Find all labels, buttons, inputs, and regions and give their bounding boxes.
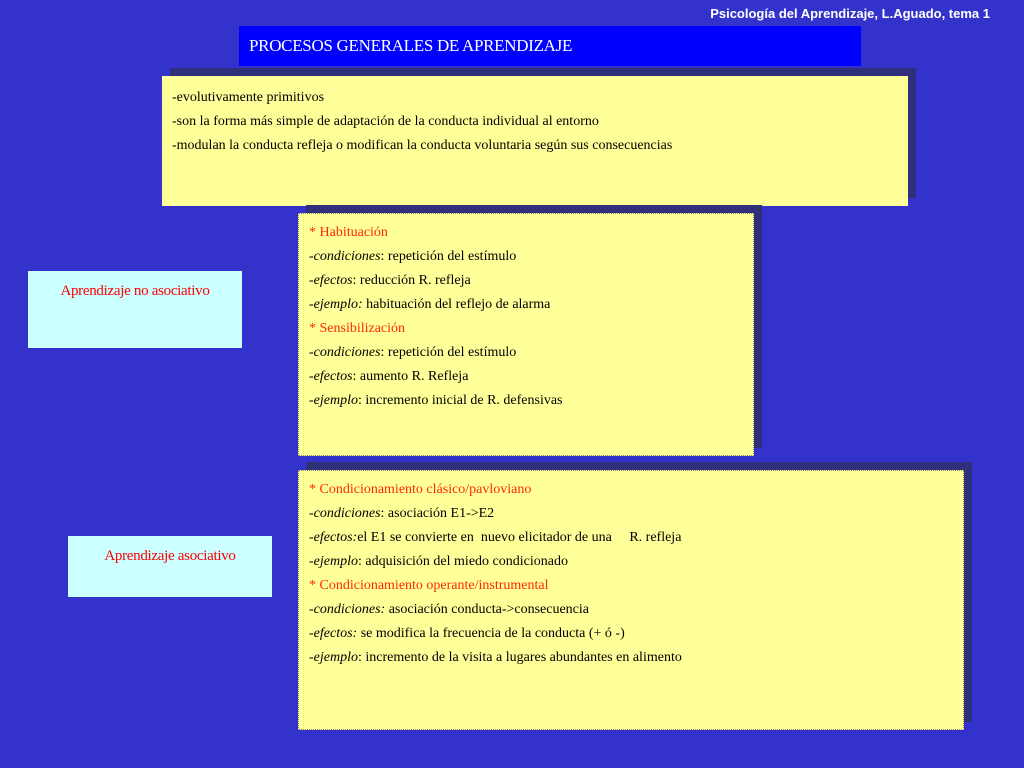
term: ejemplo: bbox=[313, 297, 363, 312]
definition: : repetición del estímulo bbox=[380, 345, 517, 360]
habituacion-heading: * Habituación bbox=[309, 225, 388, 240]
sensibilizacion-efectos: -efectos: aumento R. Refleja bbox=[309, 369, 469, 384]
definition: : asociación E1->E2 bbox=[380, 506, 495, 521]
label-asociativo-text: Aprendizaje asociativo bbox=[104, 548, 236, 564]
sensibilizacion-condiciones: -condiciones: repetición del estímulo bbox=[309, 345, 517, 360]
definition: asociación conducta->consecuencia bbox=[385, 602, 589, 617]
term: ejemplo bbox=[313, 393, 358, 408]
definition: : reducción R. refleja bbox=[352, 273, 471, 288]
intro-line: -modulan la conducta refleja o modifican la conducta voluntaria según sus consecuencias bbox=[172, 138, 673, 153]
habituacion-ejemplo: -ejemplo: habituación del reflejo de alarma bbox=[309, 297, 551, 312]
clasico-ejemplo: -ejemplo: adquisición del miedo condicionado bbox=[309, 554, 568, 569]
header-credit: Psicología del Aprendizaje, L.Aguado, tema 1 bbox=[710, 6, 990, 21]
page-title: PROCESOS GENERALES DE APRENDIZAJE bbox=[239, 26, 861, 66]
operante-efectos: -efectos: se modifica la frecuencia de la conducta (+ ó -) bbox=[309, 626, 625, 641]
definition: : incremento de la visita a lugares abundantes en alimento bbox=[358, 650, 682, 665]
term: efectos bbox=[313, 273, 353, 288]
clasico-efectos: -efectos:el E1 se convierte en nuevo elicitador de una R. refleja bbox=[309, 530, 682, 545]
definition: habituación del reflejo de alarma bbox=[362, 297, 551, 312]
operante-condiciones: -condiciones: asociación conducta->consecuencia bbox=[309, 602, 589, 617]
term: condiciones bbox=[313, 506, 381, 521]
term: condiciones bbox=[313, 249, 381, 264]
definition: se modifica la frecuencia de la conducta (+ ó -) bbox=[357, 626, 625, 641]
sensibilizacion-ejemplo: -ejemplo: incremento inicial de R. defensivas bbox=[309, 393, 563, 408]
clasico-heading: * Condicionamiento clásico/pavloviano bbox=[309, 482, 532, 497]
label-asociativo bbox=[68, 536, 272, 597]
sensibilizacion-heading: * Sensibilización bbox=[309, 321, 406, 336]
habituacion-efectos: -efectos: reducción R. refleja bbox=[309, 273, 471, 288]
term: ejemplo bbox=[313, 650, 358, 665]
term: condiciones bbox=[313, 345, 381, 360]
habituacion-condiciones: -condiciones: repetición del estímulo bbox=[309, 249, 517, 264]
label-no-asociativo bbox=[28, 271, 242, 348]
definition: : aumento R. Refleja bbox=[352, 369, 469, 384]
definition: : incremento inicial de R. defensivas bbox=[358, 393, 563, 408]
intro-line: -son la forma más simple de adaptación de la conducta individual al entorno bbox=[172, 114, 599, 129]
intro-note bbox=[162, 76, 908, 206]
intro-line: -evolutivamente primitivos bbox=[172, 90, 325, 105]
term: efectos: bbox=[313, 530, 358, 545]
definition: : repetición del estímulo bbox=[380, 249, 517, 264]
term: condiciones: bbox=[313, 602, 386, 617]
definition: : adquisición del miedo condicionado bbox=[358, 554, 568, 569]
term: efectos bbox=[313, 369, 353, 384]
operante-heading: * Condicionamiento operante/instrumental bbox=[309, 578, 549, 593]
term: ejemplo bbox=[313, 554, 358, 569]
operante-ejemplo: -ejemplo: incremento de la visita a lugares abundantes en alimento bbox=[309, 650, 682, 665]
no-asociativo-note bbox=[298, 213, 754, 456]
definition: el E1 se convierte en nuevo elicitador de una R. refleja bbox=[357, 530, 682, 545]
asociativo-note bbox=[298, 470, 964, 730]
label-no-asociativo-text: Aprendizaje no asociativo bbox=[60, 283, 210, 299]
clasico-condiciones: -condiciones: asociación E1->E2 bbox=[309, 506, 495, 521]
term: efectos: bbox=[313, 626, 358, 641]
